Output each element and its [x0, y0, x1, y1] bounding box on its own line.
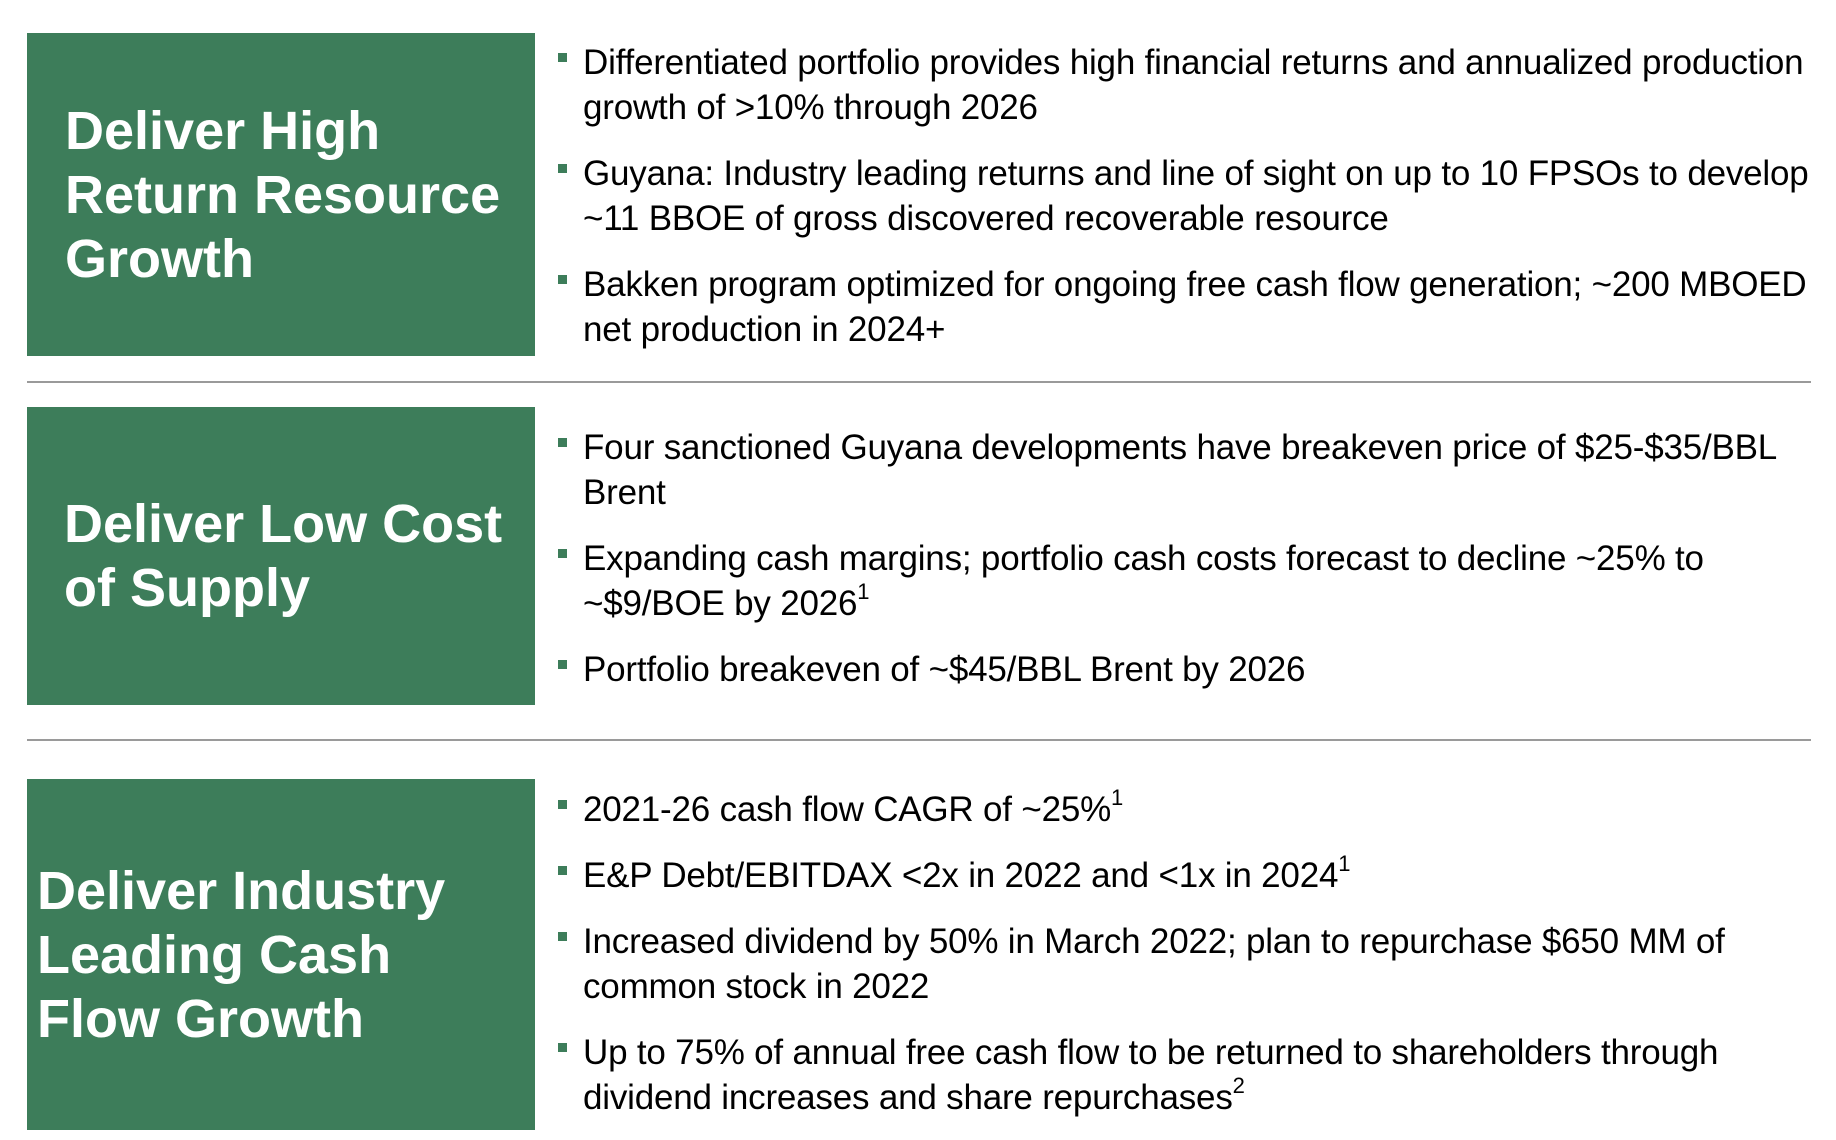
- section-1-title-panel: [27, 33, 535, 356]
- bullet-text: Four sanctioned Guyana developments have breakeven price of $25-$35/BBL Brent: [583, 428, 1776, 512]
- section-2-bullet-3: [555, 647, 1818, 692]
- section-3-bullet-2: [555, 853, 1818, 898]
- bullet-text: Guyana: Industry leading returns and line of sight on up to 10 FPSOs to develop ~11 BBOE of gross discovered recoverable resource: [583, 154, 1809, 238]
- square-bullet-icon: [558, 549, 567, 558]
- section-divider-1: [27, 381, 1811, 383]
- section-3-bullet-list: [555, 787, 1818, 1120]
- bullet-text: Differentiated portfolio provides high financial returns and annualized production growth of >10% through 2026: [583, 43, 1804, 127]
- square-bullet-icon: [558, 800, 567, 809]
- footnote-marker: 1: [1111, 785, 1124, 810]
- bullet-text: 2021-26 cash flow CAGR of ~25%$^1$: [583, 785, 1124, 829]
- section-3-bullet-3: [555, 919, 1818, 1009]
- square-bullet-icon: [558, 932, 567, 941]
- section-3-bullet-1: [555, 787, 1818, 832]
- section-divider-2: [27, 739, 1811, 741]
- section-2-bullet-2: [555, 536, 1818, 626]
- footnote-marker: 1: [857, 579, 870, 604]
- section-2-bullet-list: [555, 425, 1818, 692]
- square-bullet-icon: [558, 660, 567, 669]
- bullet-text: Expanding cash margins; portfolio cash costs forecast to decline ~25% to ~$9/BOE by 2026$^1$: [583, 539, 1704, 623]
- square-bullet-icon: [558, 438, 567, 447]
- section-1-bullet-1: [555, 40, 1818, 130]
- section-1-bullet-3: [555, 262, 1818, 352]
- section-3-title: Deliver Industry Leading Cash Flow Growth: [37, 860, 446, 1049]
- bullet-text: Bakken program optimized for ongoing free cash flow generation; ~200 MBOED net production in 2024+: [583, 265, 1807, 349]
- section-1-bullet-list: [555, 40, 1818, 352]
- square-bullet-icon: [558, 53, 567, 62]
- square-bullet-icon: [558, 866, 567, 875]
- square-bullet-icon: [558, 1043, 567, 1052]
- square-bullet-icon: [558, 164, 567, 173]
- footnote-marker: 2: [1232, 1073, 1245, 1098]
- bullet-text: Up to 75% of annual free cash flow to be returned to shareholders through dividend increases and share repurchases$^2$: [583, 1033, 1719, 1117]
- section-1-bullet-2: [555, 151, 1818, 241]
- bullet-text: Increased dividend by 50% in March 2022; plan to repurchase $650 MM of common stock in 2022: [583, 922, 1725, 1006]
- section-2-title: Deliver Low Cost of Supply: [64, 494, 503, 618]
- bullet-text: E&P Debt/EBITDAX <2x in 2022 and <1x in 2024$^1$: [583, 851, 1351, 895]
- section-2-bullet-1: [555, 425, 1818, 515]
- square-bullet-icon: [558, 275, 567, 284]
- section-1-title: Deliver High Return Resource Growth: [65, 100, 501, 289]
- section-2-title-panel: [27, 407, 535, 705]
- footnote-marker: 1: [1338, 851, 1351, 876]
- bullet-text: Portfolio breakeven of ~$45/BBL Brent by 2026: [583, 650, 1306, 689]
- section-3-bullet-4: [555, 1030, 1818, 1120]
- section-3-title-panel: [27, 779, 535, 1130]
